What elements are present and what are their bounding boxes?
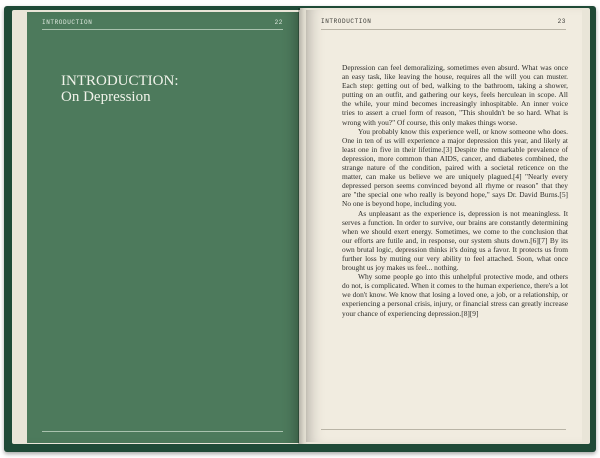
right-running-head-title: INTRODUCTION xyxy=(321,18,372,25)
paragraph: As unpleasant as the experience is, depression is not meaningless. It serves a function. In order to survive, our brains are constantly determining when we should exert energy. Sometimes, we come to the conclusion that our efforts are futile and, in response, our system shuts down.[6][7] By its own brutal logic, depression thinks it's doing us a favor. It protects us from further loss by muting our very ability to feel attached. Soon, what once brought us joy makes us feel... nothing. xyxy=(342,208,568,273)
left-page xyxy=(27,12,299,443)
right-bottom-rule xyxy=(321,429,566,430)
paragraph: Why some people go into this unhelpful protective mode, and others do not, is complicated. When it comes to the human experience, there's a lot we don't know. We know that losing a loved one, a job, or a relationship, or experiencing a personal crisis, injury, or financial stress can greatly increase your chance of experiencing depression.[8][9] xyxy=(342,272,568,318)
book-gutter xyxy=(298,8,308,444)
right-top-rule xyxy=(321,29,566,30)
chapter-title-line1: INTRODUCTION: xyxy=(61,73,179,89)
left-page-number: 22 xyxy=(274,19,283,26)
right-running-head xyxy=(321,18,566,25)
body-text xyxy=(342,63,568,318)
chapter-title-line2: On Depression xyxy=(61,89,151,105)
left-bottom-rule xyxy=(42,431,283,432)
chapter-title xyxy=(61,73,179,105)
right-page xyxy=(306,10,582,442)
paragraph: Depression can feel demoralizing, sometimes even absurd. What was once an easy task, like leaving the house, requires all the will you can muster. Each step: getting out of bed, walking to the bathroom, taking a shower, putting on an outfit, and gathering our keys, feels herculean in scope. All the while, your mind becomes increasingly inhospitable. An inner voice tries to assert a cruel form of reason, "This shouldn't be so hard. What is wrong with you?" Of course, this only makes things worse. xyxy=(342,63,568,127)
right-page-number: 23 xyxy=(557,18,566,25)
left-running-head-title: INTRODUCTION xyxy=(42,19,93,26)
paragraph: You probably know this experience well, or know someone who does. One in ten of us will experience a major depression this year, and likely at least one in five in their lifetime.[3] Despite the remarkable prevalence of depression, more common than AIDS, cancer, and diabetes combined, the strange nature of the condition, paired with a societal reticence on the matter, can make us believe we are uniquely plagued.[4] "Nearly every depressed person seems convinced beyond all rhyme or reason" that they are "the special one who really is beyond hope," says Dr. David Burns.[5] No one is beyond hope, including you. xyxy=(342,126,568,209)
left-top-rule xyxy=(42,29,283,30)
left-running-head xyxy=(42,19,283,26)
